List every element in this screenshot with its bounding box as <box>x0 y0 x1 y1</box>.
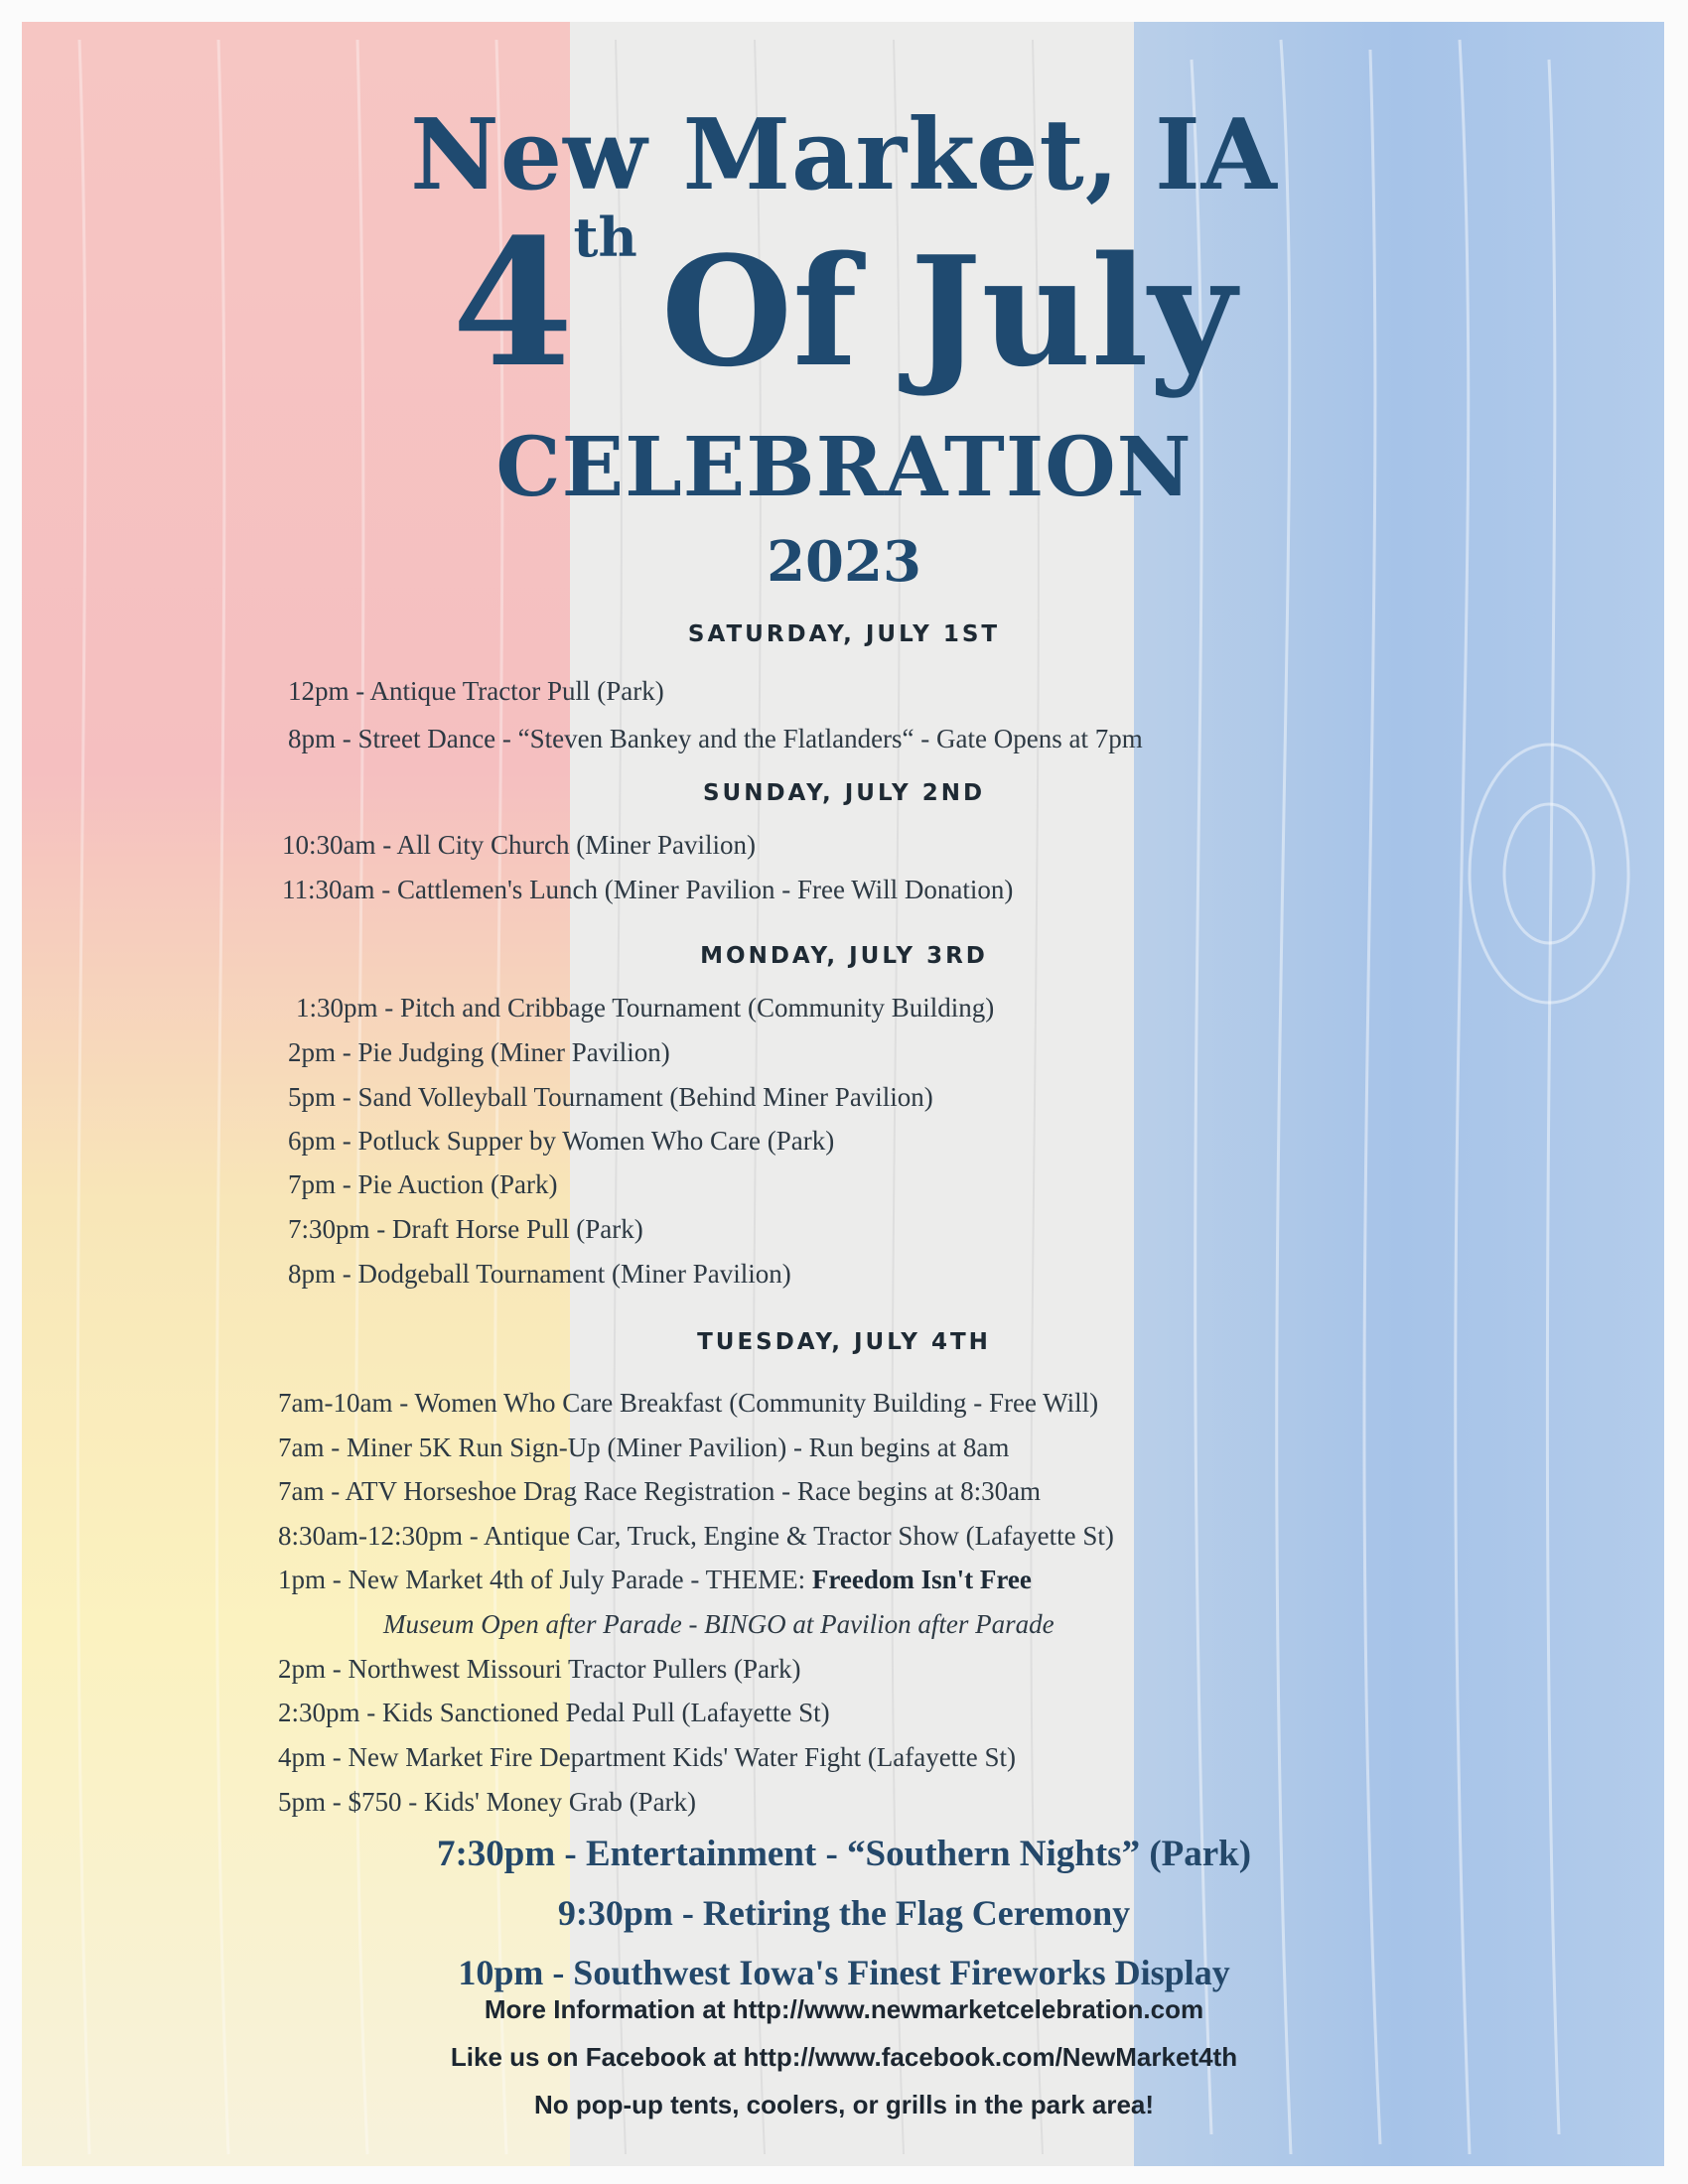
title-four: 4 <box>452 201 574 406</box>
highlight-fireworks: 10pm - Southwest Iowa's Finest Fireworks Display <box>458 1953 1230 1992</box>
museum-note: Museum Open after Parade - BINGO at Pavilion after Parade <box>383 1609 1055 1639</box>
event-item: 7:30pm - Draft Horse Pull (Park) <box>288 1214 643 1244</box>
event-item: 4pm - New Market Fire Department Kids' Water Fight (Lafayette St) <box>278 1742 1016 1772</box>
title-celebration: CELEBRATION <box>495 420 1193 515</box>
event-item: 8:30am-12:30pm - Antique Car, Truck, Engine & Tractor Show (Lafayette St) <box>278 1521 1114 1551</box>
footer-facebook: Like us on Facebook at http://www.facebook.com/NewMarket4th <box>450 2042 1238 2072</box>
footer-website: More Information at http://www.newmarketcelebration.com <box>484 1994 1204 2024</box>
event-item: 7pm - Pie Auction (Park) <box>288 1169 558 1199</box>
parade-theme: Freedom Isn't Free <box>811 1565 1032 1594</box>
title-year: 2023 <box>767 529 921 595</box>
event-item: 8pm - Street Dance - “Steven Bankey and the Flatlanders“ - Gate Opens at 7pm <box>288 724 1143 753</box>
title-fourth-of-july <box>0 201 1688 406</box>
event-item: 1:30pm - Pitch and Cribbage Tournament (Community Building) <box>296 993 995 1023</box>
day-heading-saturday: SATURDAY, JULY 1ST <box>687 621 1001 647</box>
highlight-entertainment: 7:30pm - Entertainment - “Southern Nights” (Park) <box>436 1834 1252 1874</box>
footer-notice: No pop-up tents, coolers, or grills in the park area! <box>533 2090 1155 2119</box>
day-heading-tuesday: TUESDAY, JULY 4TH <box>697 1329 991 1355</box>
event-item: 5pm - $750 - Kids' Money Grab (Park) <box>278 1787 697 1817</box>
event-item: 6pm - Potluck Supper by Women Who Care (Park) <box>288 1126 835 1156</box>
event-item: 8pm - Dodgeball Tournament (Miner Pavilion) <box>288 1259 791 1289</box>
highlight-flag-ceremony: 9:30pm - Retiring the Flag Ceremony <box>557 1893 1131 1933</box>
event-item: 2:30pm - Kids Sanctioned Pedal Pull (Lafayette St) <box>278 1698 830 1727</box>
title-th: th <box>573 205 637 269</box>
event-item-parade <box>278 1565 1032 1595</box>
event-item: 7am - ATV Horseshoe Drag Race Registration - Race begins at 8:30am <box>278 1476 1042 1506</box>
event-item: 11:30am - Cattlemen's Lunch (Miner Pavilion - Free Will Donation) <box>282 875 1014 904</box>
event-item: 2pm - Northwest Missouri Tractor Pullers (Park) <box>278 1654 801 1684</box>
event-item: 5pm - Sand Volleyball Tournament (Behind Miner Pavilion) <box>288 1082 933 1112</box>
event-item: 12pm - Antique Tractor Pull (Park) <box>288 676 664 706</box>
event-item: 10:30am - All City Church (Miner Pavilion) <box>282 830 756 860</box>
event-item: 2pm - Pie Judging (Miner Pavilion) <box>288 1037 670 1067</box>
event-item: 7am - Miner 5K Run Sign-Up (Miner Pavilion) - Run begins at 8am <box>278 1433 1010 1462</box>
title-location: New Market, IA <box>410 98 1278 212</box>
event-item: 7am-10am - Women Who Care Breakfast (Community Building - Free Will) <box>278 1388 1099 1418</box>
parade-text: 1pm - New Market 4th of July Parade - THEME: <box>278 1565 812 1594</box>
day-heading-sunday: SUNDAY, JULY 2ND <box>702 780 986 806</box>
day-heading-monday: MONDAY, JULY 3RD <box>700 943 988 969</box>
title-of-july: Of July <box>660 222 1236 400</box>
